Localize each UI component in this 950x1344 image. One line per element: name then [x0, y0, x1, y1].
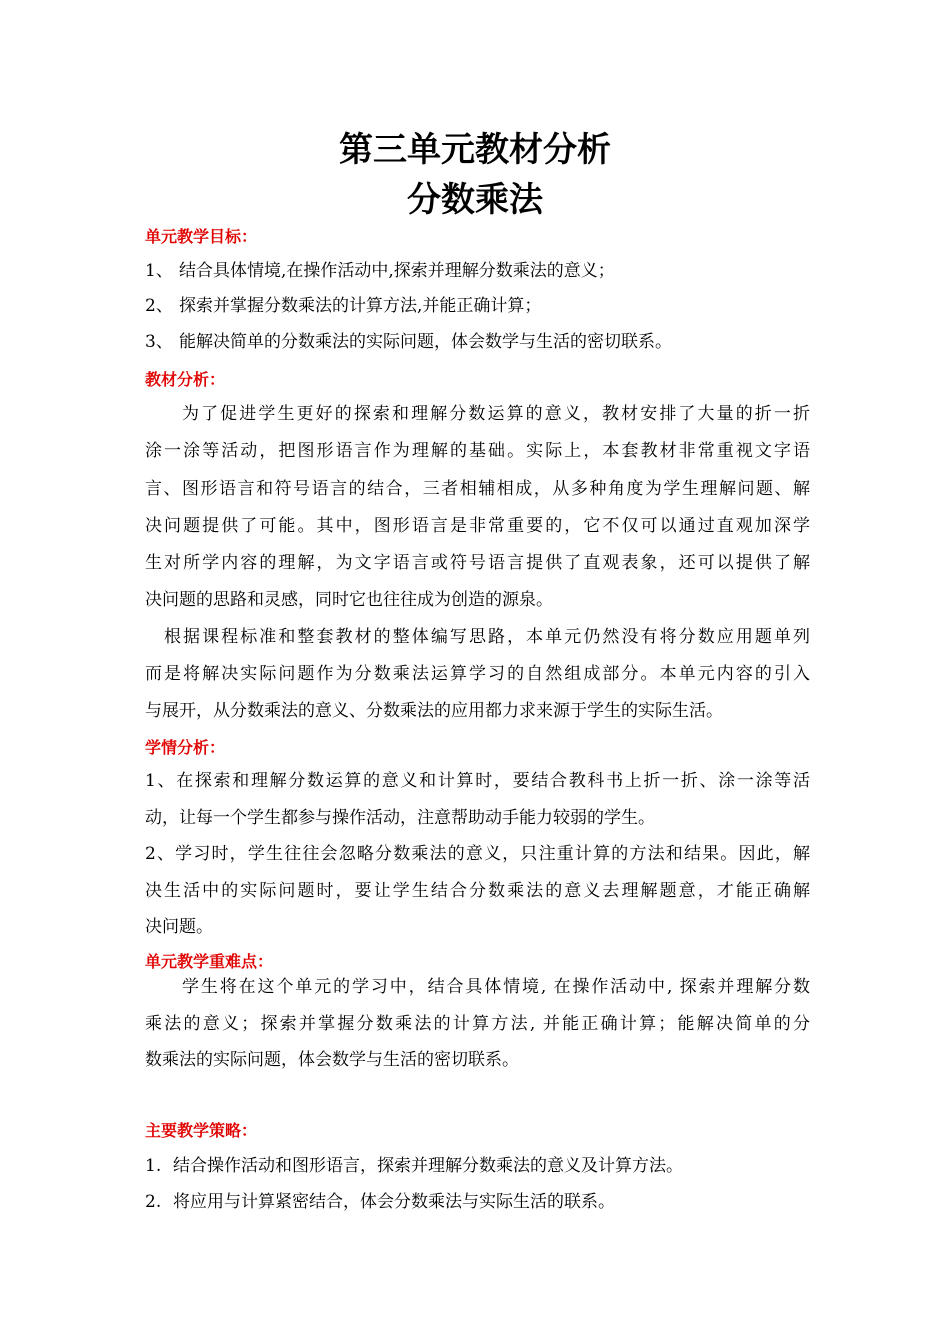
- goal-number: 2、: [145, 296, 173, 316]
- material-line: 生对所学内容的理解，为文字语言或符号语言提供了直观表象，还可以提供了解: [145, 553, 810, 573]
- strategy-item: [145, 1190, 810, 1214]
- keypoints-line: 数乘法的实际问题，体会数学与生活的密切联系。: [145, 1050, 519, 1070]
- strategy-item: [145, 1154, 810, 1178]
- goal-text: 探索并掌握分数乘法的计算方法,并能正确计算；: [179, 296, 542, 316]
- keypoints-heading: 单元教学重难点：: [145, 952, 274, 971]
- material-line: 言、图形语言和符号语言的结合，三者相辅相成，从多种角度为学生理解问题、解: [145, 479, 810, 499]
- students-line: 1、在探索和理解分数运算的意义和计算时，要结合教科书上折一折、涂一涂等活: [145, 771, 810, 791]
- keypoints-line: 学生将在这个单元的学习中，结合具体情境, 在操作活动中, 探索并理解分数: [182, 977, 810, 997]
- strategy-text: 结合操作活动和图形语言，探索并理解分数乘法的意义及计算方法。: [173, 1156, 683, 1176]
- document-subtitle: 分数乘法: [407, 180, 543, 220]
- students-heading: 学情分析：: [145, 738, 226, 757]
- strategy-text: 将应用与计算紧密结合，体会分数乘法与实际生活的联系。: [173, 1192, 615, 1212]
- material-heading: 教材分析：: [145, 370, 226, 389]
- goal-item: [145, 330, 810, 354]
- material-line: 而是将解决实际问题作为分数乘法运算学习的自然组成部分。本单元内容的引入: [145, 664, 810, 684]
- strategy-number: 2.: [145, 1192, 162, 1212]
- students-line: 2、学习时，学生往往会忽略分数乘法的意义，只注重计算的方法和结果。因此，解: [145, 844, 810, 864]
- material-line: 决问题的思路和灵感，同时它也往往成为创造的源泉。: [145, 590, 553, 610]
- students-line: 动，让每一个学生都参与操作活动，注意帮助动手能力较弱的学生。: [145, 808, 655, 828]
- goals-heading: 单元教学目标：: [145, 227, 258, 246]
- keypoints-line: 乘法的意义；探索并掌握分数乘法的计算方法, 并能正确计算；能解决简单的分: [145, 1014, 810, 1034]
- goal-text: 结合具体情境,在操作活动中,探索并理解分数乘法的意义；: [179, 261, 615, 281]
- goal-number: 3、: [145, 332, 173, 352]
- strategies-heading: 主要教学策略：: [145, 1121, 258, 1140]
- strategy-number: 1.: [145, 1156, 162, 1176]
- students-line: 决问题。: [145, 917, 213, 937]
- goal-item: [145, 294, 810, 318]
- students-line: 决生活中的实际问题时，要让学生结合分数乘法的意义去理解题意，才能正确解: [145, 881, 810, 901]
- material-line: 为了促进学生更好的探索和理解分数运算的意义，教材安排了大量的折一折: [182, 404, 810, 424]
- material-line: 与展开，从分数乘法的意义、分数乘法的应用都力求来源于学生的实际生活。: [145, 701, 723, 721]
- material-line: 根据课程标准和整套教材的整体编写思路，本单元仍然没有将分数应用题单列: [164, 627, 810, 647]
- goal-number: 1、: [145, 261, 173, 281]
- material-line: 决问题提供了可能。其中，图形语言是非常重要的，它不仅可以通过直观加深学: [145, 516, 810, 536]
- goal-text: 能解决简单的分数乘法的实际问题，体会数学与生活的密切联系。: [179, 332, 672, 352]
- goal-item: [145, 259, 810, 283]
- material-line: 涂一涂等活动，把图形语言作为理解的基础。实际上，本套教材非常重视文字语: [145, 441, 810, 461]
- document-title: 第三单元教材分析: [339, 130, 611, 170]
